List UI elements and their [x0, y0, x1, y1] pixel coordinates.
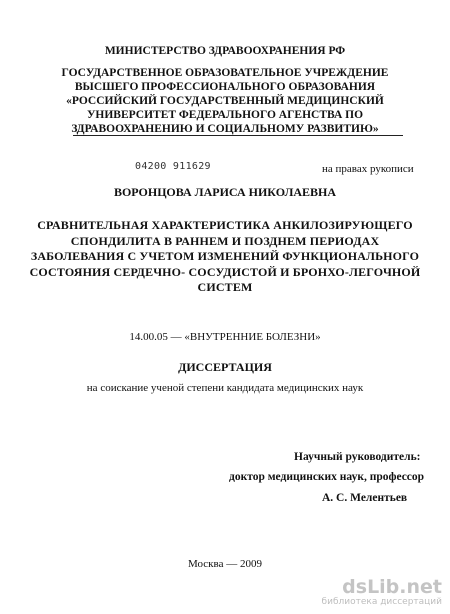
institution-line: ВЫСШЕГО ПРОФЕССИОНАЛЬНОГО ОБРАЗОВАНИЯ: [74, 81, 376, 93]
title-line: СИСТЕМ: [197, 280, 253, 294]
title-line: ЗАБОЛЕВАНИЯ С УЧЕТОМ ИЗМЕНЕНИЙ ФУНКЦИОНАЛЬНОГО: [30, 249, 420, 263]
title-line: СРАВНИТЕЛЬНАЯ ХАРАКТЕРИСТИКА АНКИЛОЗИРУЮЩЕГО: [37, 218, 413, 232]
supervisor-title: доктор медицинских наук, профессор: [229, 471, 425, 483]
specialty-code: 14.00.05 — «ВНУТРЕННИЕ БОЛЕЗНИ»: [129, 331, 321, 343]
title-line: СПОНДИЛИТА В РАННЕМ И ПОЗДНЕМ ПЕРИОДАХ: [70, 233, 380, 248]
registry-code: 04200 911629: [135, 161, 211, 172]
institution-line: ЗДРАВООХРАНЕНИЮ И СОЦИАЛЬНОМУ РАЗВИТИЮ»: [71, 123, 379, 135]
site-watermark: [322, 577, 442, 608]
title-line: СОСТОЯНИЯ СЕРДЕЧНО- СОСУДИСТОЙ И БРОНХО-ЛЕГОЧНОЙ: [29, 264, 421, 279]
document-type: ДИССЕРТАЦИЯ: [178, 360, 272, 374]
supervisor-label: Научный руководитель:: [294, 451, 421, 463]
watermark-subtitle: библиотека диссертаций: [321, 597, 442, 607]
watermark-logo: dsLib.net: [342, 576, 442, 598]
place-year: Москва — 2009: [188, 558, 262, 570]
ministry-heading: МИНИСТЕРСТВО ЗДРАВООХРАНЕНИЯ РФ: [104, 45, 346, 57]
supervisor-name: А. С. Мелентьев: [322, 492, 408, 504]
institution-line: «РОССИЙСКИЙ ГОСУДАРСТВЕННЫЙ МЕДИЦИНСКИЙ: [66, 95, 384, 107]
author-name: ВОРОНЦОВА ЛАРИСА НИКОЛАЕВНА: [113, 185, 337, 199]
degree-line: на соискание ученой степени кандидата медицинских наук: [86, 382, 364, 394]
institution-line: УНИВЕРСИТЕТ ФЕДЕРАЛЬНОГО АГЕНСТВА ПО: [86, 109, 364, 121]
dissertation-title: [0, 218, 450, 296]
institution-block: [0, 66, 450, 136]
header-divider: [73, 135, 403, 136]
institution-line: ГОСУДАРСТВЕННОЕ ОБРАЗОВАТЕЛЬНОЕ УЧРЕЖДЕНИЕ: [61, 67, 389, 79]
rights-note: на правах рукописи: [322, 163, 414, 175]
